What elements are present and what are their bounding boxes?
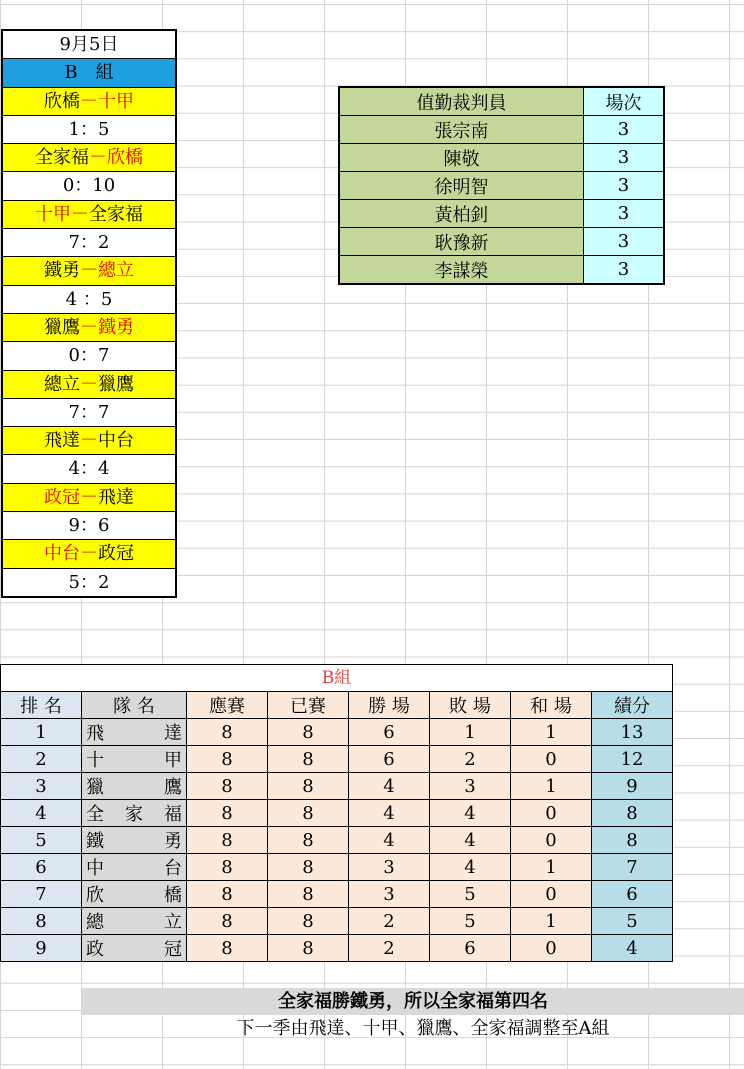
standings-cell-points[interactable]: 13 [592, 719, 673, 746]
standings-cell-wins[interactable]: 6 [349, 746, 430, 773]
match-score-cell[interactable]: 5：2 [3, 569, 175, 596]
standings-cell-losses[interactable]: 4 [430, 854, 511, 881]
standings-cell-rank[interactable]: 4 [1, 800, 82, 827]
match-home-team: 鐵勇 [44, 260, 80, 282]
match-separator: － [71, 203, 89, 225]
match-home-team: 全家福 [35, 147, 89, 169]
match-home-team: 總立 [44, 373, 80, 395]
match-home-team: 獵鷹 [44, 316, 80, 338]
standings-cell-scheduled[interactable]: 8 [187, 719, 268, 746]
standings-row [1, 908, 673, 935]
standings-header-team[interactable]: 隊 名 [82, 692, 187, 719]
standings-cell-rank[interactable]: 7 [1, 881, 82, 908]
standings-row [1, 719, 673, 746]
standings-cell-scheduled[interactable]: 8 [187, 800, 268, 827]
standings-row [1, 800, 673, 827]
standings-cell-points[interactable]: 9 [592, 773, 673, 800]
note-line-2[interactable]: 下一季由飛達、十甲、獵鷹、全家福調整至A組 [236, 1018, 610, 1039]
standings-cell-draws[interactable]: 0 [511, 935, 592, 962]
standings-cell-draws[interactable]: 1 [511, 773, 592, 800]
referee-count-cell[interactable]: 3 [584, 172, 665, 200]
standings-cell-losses[interactable]: 3 [430, 773, 511, 800]
match-cell[interactable] [3, 540, 175, 568]
standings-cell-points[interactable]: 12 [592, 746, 673, 773]
standings-header-played[interactable]: 已賽 [268, 692, 349, 719]
match-away-team: 飛達 [98, 486, 134, 508]
standings-cell-played[interactable]: 8 [268, 719, 349, 746]
standings-cell-team[interactable]: 十甲 [82, 746, 187, 773]
standings-row [1, 773, 673, 800]
referee-header-count[interactable]: 場次 [584, 87, 665, 116]
standings-cell-team[interactable]: 獵鷹 [82, 773, 187, 800]
standings-cell-wins[interactable]: 4 [349, 827, 430, 854]
match-cell[interactable] [3, 257, 175, 285]
referee-row [339, 200, 664, 228]
standings-cell-played[interactable]: 8 [268, 800, 349, 827]
match-separator: － [80, 316, 98, 338]
standings-cell-points[interactable]: 6 [592, 881, 673, 908]
match-cell[interactable] [3, 371, 175, 399]
match-away-team: 總立 [98, 260, 134, 282]
standings-cell-wins[interactable]: 4 [349, 773, 430, 800]
referee-row [339, 228, 664, 256]
standings-cell-wins[interactable]: 2 [349, 935, 430, 962]
standings-cell-points[interactable]: 8 [592, 800, 673, 827]
standings-row [1, 827, 673, 854]
match-home-team: 政冠 [44, 486, 80, 508]
standings-cell-points[interactable]: 5 [592, 908, 673, 935]
match-home-team: 欣橋 [44, 90, 80, 112]
standings-cell-team[interactable]: 飛達 [82, 719, 187, 746]
note-line-1[interactable]: 全家福勝鐵勇，所以全家福第四名 [82, 988, 744, 1015]
standings-cell-rank[interactable]: 9 [1, 935, 82, 962]
standings-cell-team[interactable]: 總立 [82, 908, 187, 935]
match-separator: － [80, 373, 98, 395]
referee-header-name[interactable]: 值勤裁判員 [339, 87, 584, 116]
standings-cell-points[interactable]: 8 [592, 827, 673, 854]
standings-cell-draws[interactable]: 0 [511, 800, 592, 827]
referee-name-cell[interactable]: 徐明智 [339, 172, 584, 200]
standings-cell-rank[interactable]: 6 [1, 854, 82, 881]
match-away-team: 政冠 [98, 543, 134, 565]
standings-cell-points[interactable]: 4 [592, 935, 673, 962]
referee-name-cell[interactable]: 陳敬 [339, 144, 584, 172]
referee-table [338, 86, 665, 285]
standings-cell-team[interactable]: 中台 [82, 854, 187, 881]
match-away-team: 十甲 [98, 90, 134, 112]
standings-cell-losses[interactable]: 2 [430, 746, 511, 773]
referee-row [339, 256, 664, 285]
standings-cell-wins[interactable]: 2 [349, 908, 430, 935]
match-score-cell[interactable]: 4 ：5 [3, 286, 175, 314]
standings-cell-team[interactable]: 全家福 [82, 800, 187, 827]
match-score-cell[interactable]: 0：7 [3, 342, 175, 370]
standings-cell-losses[interactable]: 5 [430, 908, 511, 935]
standings-cell-played[interactable]: 8 [268, 773, 349, 800]
standings-cell-wins[interactable]: 3 [349, 854, 430, 881]
referee-row [339, 116, 664, 144]
match-separator: － [80, 90, 98, 112]
standings-cell-draws[interactable]: 0 [511, 746, 592, 773]
match-separator: － [89, 147, 107, 169]
match-score-cell[interactable]: 1：5 [3, 116, 175, 144]
standings-cell-draws[interactable]: 1 [511, 854, 592, 881]
standings-cell-team[interactable]: 鐵勇 [82, 827, 187, 854]
standings-cell-scheduled[interactable]: 8 [187, 881, 268, 908]
match-cell[interactable] [3, 314, 175, 342]
match-score-cell[interactable]: 0：10 [3, 172, 175, 200]
referee-name-cell[interactable]: 黃柏釗 [339, 200, 584, 228]
referee-row [339, 144, 664, 172]
referee-name-cell[interactable]: 耿豫新 [339, 228, 584, 256]
match-home-team: 飛達 [44, 430, 80, 452]
schedule-table [1, 29, 177, 598]
standings-title[interactable]: B組 [0, 664, 673, 691]
standings-cell-points[interactable]: 7 [592, 854, 673, 881]
standings-cell-draws[interactable]: 0 [511, 881, 592, 908]
standings-cell-losses[interactable]: 5 [430, 881, 511, 908]
match-score-cell[interactable]: 4：4 [3, 455, 175, 483]
standings-cell-draws[interactable]: 1 [511, 719, 592, 746]
referee-count-cell[interactable]: 3 [584, 228, 665, 256]
match-cell[interactable] [3, 427, 175, 455]
standings-row [1, 746, 673, 773]
standings-cell-played[interactable]: 8 [268, 908, 349, 935]
match-away-team: 獵鷹 [98, 373, 134, 395]
standings-cell-rank[interactable]: 8 [1, 908, 82, 935]
referee-name-cell[interactable]: 李謀榮 [339, 256, 584, 285]
standings-cell-rank[interactable]: 1 [1, 719, 82, 746]
standings-cell-wins[interactable]: 3 [349, 881, 430, 908]
standings-cell-draws[interactable]: 0 [511, 827, 592, 854]
standings-header-losses[interactable]: 敗 場 [430, 692, 511, 719]
match-home-team: 十甲 [35, 203, 71, 225]
match-cell[interactable] [3, 201, 175, 229]
schedule-date-cell[interactable]: 9月5日 [3, 31, 175, 59]
referee-count-cell[interactable]: 3 [584, 116, 665, 144]
standings-cell-played[interactable]: 8 [268, 827, 349, 854]
standings-cell-rank[interactable]: 5 [1, 827, 82, 854]
match-away-team: 鐵勇 [98, 316, 134, 338]
referee-row [339, 172, 664, 200]
standings-cell-scheduled[interactable]: 8 [187, 935, 268, 962]
standings-cell-played[interactable]: 8 [268, 935, 349, 962]
standings-cell-team[interactable]: 政冠 [82, 935, 187, 962]
referee-count-cell[interactable]: 3 [584, 144, 665, 172]
match-separator: － [80, 543, 98, 565]
standings-cell-wins[interactable]: 4 [349, 800, 430, 827]
match-home-team: 中台 [44, 543, 80, 565]
match-cell[interactable] [3, 88, 175, 116]
standings-header-scheduled[interactable]: 應賽 [187, 692, 268, 719]
match-score-cell[interactable]: 7：2 [3, 229, 175, 257]
standings-cell-losses[interactable]: 1 [430, 719, 511, 746]
match-separator: － [80, 430, 98, 452]
referee-count-cell[interactable]: 3 [584, 200, 665, 228]
standings-cell-scheduled[interactable]: 8 [187, 854, 268, 881]
standings-cell-rank[interactable]: 3 [1, 773, 82, 800]
standings-cell-scheduled[interactable]: 8 [187, 773, 268, 800]
match-cell[interactable] [3, 484, 175, 512]
standings-row [1, 935, 673, 962]
match-away-team: 中台 [98, 430, 134, 452]
standings-cell-played[interactable]: 8 [268, 854, 349, 881]
standings-header-points[interactable]: 績分 [592, 692, 673, 719]
match-score-cell[interactable]: 7：7 [3, 399, 175, 427]
standings-cell-draws[interactable]: 1 [511, 908, 592, 935]
match-separator: － [80, 260, 98, 282]
standings-cell-scheduled[interactable]: 8 [187, 908, 268, 935]
match-score-cell[interactable]: 9：6 [3, 512, 175, 540]
standings-cell-losses[interactable]: 4 [430, 800, 511, 827]
standings-cell-team[interactable]: 欣橋 [82, 881, 187, 908]
standings-cell-played[interactable]: 8 [268, 746, 349, 773]
referee-name-cell[interactable]: 張宗南 [339, 116, 584, 144]
standings-header-draws[interactable]: 和 場 [511, 692, 592, 719]
standings-cell-scheduled[interactable]: 8 [187, 827, 268, 854]
standings-cell-losses[interactable]: 6 [430, 935, 511, 962]
standings-cell-wins[interactable]: 6 [349, 719, 430, 746]
standings-row [1, 881, 673, 908]
standings-cell-rank[interactable]: 2 [1, 746, 82, 773]
match-separator: － [80, 486, 98, 508]
standings-row [1, 854, 673, 881]
match-cell[interactable] [3, 144, 175, 172]
match-away-team: 欣橋 [107, 147, 143, 169]
standings-cell-scheduled[interactable]: 8 [187, 746, 268, 773]
standings-header-wins[interactable]: 勝 場 [349, 692, 430, 719]
standings-cell-losses[interactable]: 4 [430, 827, 511, 854]
standings-cell-played[interactable]: 8 [268, 881, 349, 908]
referee-count-cell[interactable]: 3 [584, 256, 665, 285]
standings-header-rank[interactable]: 排 名 [1, 692, 82, 719]
match-away-team: 全家福 [89, 203, 143, 225]
standings-table [0, 664, 673, 962]
schedule-group-cell[interactable]: B 組 [3, 59, 175, 87]
